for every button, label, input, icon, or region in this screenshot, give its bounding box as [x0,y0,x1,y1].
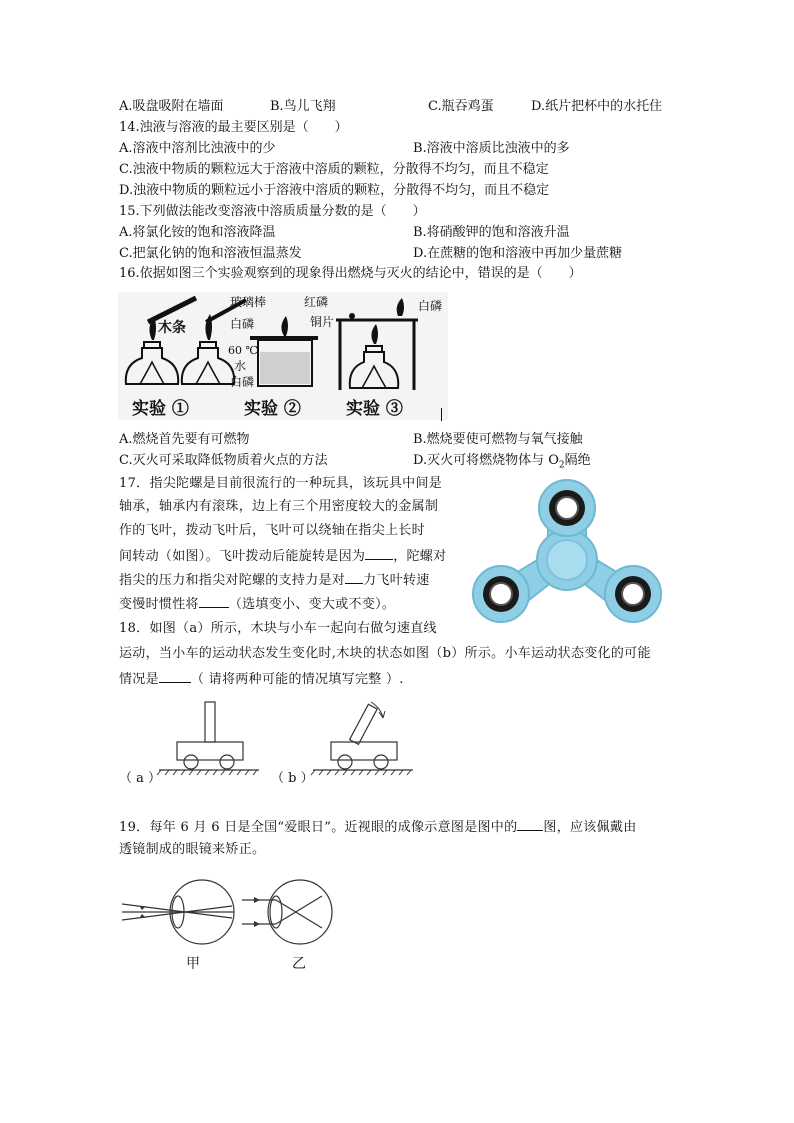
q18-line-2: 运动，当小车的运动状态发生变化时,木块的状态如图（b）所示。小车运动状态变化的可能 [119,646,651,661]
q17-line-4 [119,547,446,565]
q16-option-a: A.燃烧首先要有可燃物 [119,432,250,447]
q17-line-1: 17．指尖陀螺是目前很流行的一种玩具，该玩具中间是 [119,476,443,491]
label-jia: 甲 [186,956,200,972]
label-temperature: 60 ℃ [228,344,258,357]
q17-line-5-post: 力飞叶转速 [363,573,430,588]
q16-option-d-sub: 2 [558,460,565,471]
q17-line-4-post: ，陀螺对 [393,549,447,564]
q17-blank-3[interactable] [199,595,229,608]
q14-stem: 14.浊液与溶液的最主要区别是（ ） [119,120,348,135]
label-bottom-phosphorus: 白磷 [230,375,255,389]
q13-option-c: C.瓶吞鸡蛋 [428,99,494,114]
label-red-phosphorus: 红磷 [304,295,329,309]
q16-stem: 16.依据如图三个实验观察到的现象得出燃烧与灭火的结论中，错误的是（ ） [119,266,582,281]
q17-line-6-post: （选填变小、变大或不变）。 [228,597,396,612]
q19-line-1-pre: 19．每年 6 月 6 日是全国“爱眼日”。近视眼的成像示意图是图中的 [119,820,518,835]
label-white-phosphorus-2: 白磷 [418,299,443,313]
fidget-spinner-image [461,478,673,621]
q17-line-3: 作的飞叶，拨动飞叶后，飞叶可以绕轴在指尖上长时 [119,523,425,538]
q19-figure [122,872,332,972]
q14-option-a: A.溶液中溶剂比浊液中的少 [119,141,276,156]
q16-option-d [413,453,591,474]
q17-line-5-pre: 指尖的压力和指尖对陀螺的支持力是对 [119,573,346,588]
q17-line-5 [119,571,430,589]
q13-option-b: B.鸟儿飞翔 [270,99,336,114]
ground-hatch-b [311,770,411,775]
bearing-top-icon [549,490,585,526]
q16-option-b: B.燃烧要使可燃物与氧气接触 [413,432,583,447]
label-b: （ b ） [271,771,314,786]
eye-jia [122,880,234,944]
label-copper-sheet: 铜片 [310,315,335,329]
stray-mark [441,408,442,421]
label-glass-rod: 玻璃棒 [230,295,267,309]
q18-line-3-post: （ 请将两种可能的情况填写完整 ）. [190,672,404,687]
q17-line-2: 轴承，轴承内有滚珠，边上有三个用密度较大的金属制 [119,499,439,514]
q17-line-4-pre: 间转动（如图）。飞叶拨动后能旋转是因为 [119,549,366,564]
caption-exp-2: 实验 ② [244,399,301,419]
q17-blank-1[interactable] [365,547,393,560]
label-a: （ a ） [119,771,162,786]
q19-line-2: 透镜制成的眼镜来矫正。 [119,842,266,857]
q19-line-1 [119,818,637,836]
ground-hatch-a [157,770,257,775]
arrow-yi-2-icon [254,921,260,927]
q18-line-3 [119,670,404,688]
bearing-right-icon [615,576,651,612]
cart-a [159,702,259,770]
q15-option-a: A.将氯化铵的饱和溶液降温 [119,225,276,240]
label-wood-stick: 木条 [158,320,186,336]
arrow-yi-1-icon [254,897,260,903]
bearing-left-icon [483,576,519,612]
q18-line-1: 18．如图（a）所示，木块与小车一起向右做匀速直线 [119,621,437,636]
q16-option-d-post: 隔绝 [564,453,591,468]
q15-option-d: D.在蔗糖的饱和溶液中再加少量蔗糖 [413,246,623,261]
spinner-center-cap [547,540,587,580]
q15-option-b: B.将硝酸钾的饱和溶液升温 [413,225,570,240]
q15-option-c: C.把氯化钠的饱和溶液恒温蒸发 [119,246,302,261]
q17-line-6 [119,595,395,613]
q13-option-d: D.纸片把杯中的水托住 [531,99,663,114]
q19-line-1-post: 图，应该佩戴由 [543,820,637,835]
q18-line-3-pre: 情况是 [119,672,159,687]
q19-blank-1[interactable] [517,818,543,831]
cart-b [313,704,413,770]
caption-exp-3: 实验 ③ [346,399,403,419]
q14-option-b: B.溶液中溶质比浊液中的多 [413,141,570,156]
q16-option-c: C.灭火可采取降低物质着火点的方法 [119,453,328,468]
red-phosphorus-dot [349,313,355,319]
label-water: 水 [234,359,247,373]
q14-option-d: D.浊液中物质的颗粒远小于溶液中溶质的颗粒，分散得不均匀，而且不稳定 [119,183,550,198]
q18-figure [119,698,419,788]
beaker-water [260,352,310,384]
label-yi: 乙 [292,956,306,972]
q16-figure [118,292,448,420]
q17-blank-2[interactable] [345,571,363,584]
q15-stem: 15.下列做法能改变溶液中溶质质量分数的是（ ） [119,204,426,219]
q13-option-a: A.吸盘吸附在墙面 [119,99,224,114]
q14-option-c: C.浊液中物质的颗粒远大于溶液中溶质的颗粒，分散得不均匀，而且不稳定 [119,162,549,177]
q18-blank[interactable] [159,670,191,683]
eye-yi [242,880,332,944]
q17-line-6-pre: 变慢时惯性将 [119,597,199,612]
label-white-phosphorus: 白磷 [230,317,255,331]
q16-option-d-pre: D.灭火可将燃烧物体与 O [413,453,559,468]
caption-exp-1: 实验 ① [132,399,189,419]
